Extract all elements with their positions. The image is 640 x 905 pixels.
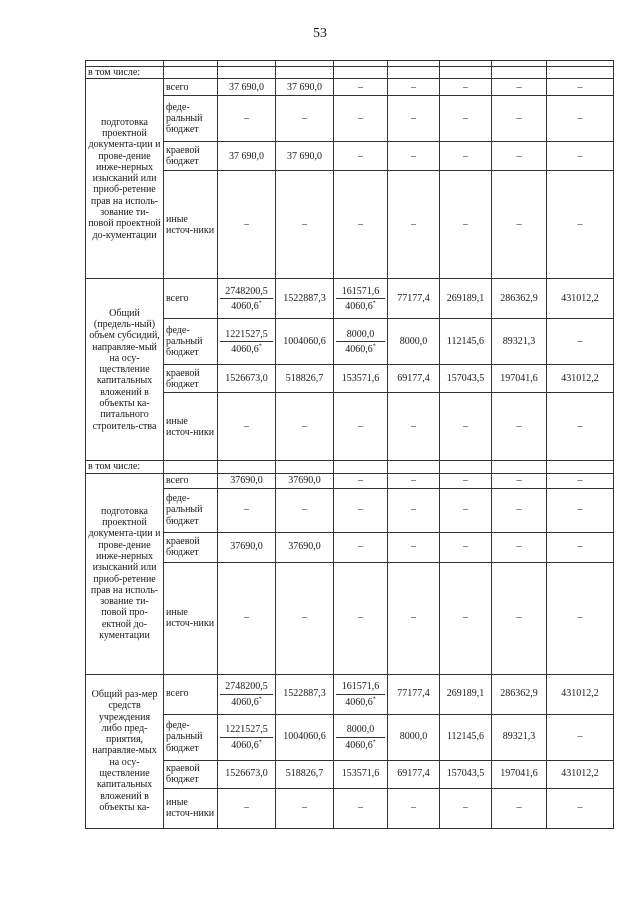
page-number: 53 — [313, 26, 327, 41]
table-row: краевой бюджет 37690,0 37690,0 – – – – – — [86, 532, 614, 562]
table-row: Общий раз-мер средств учреждения либо пред-приятия, направляе-мых на осу-ществление капитальных вложений в объекты ка- всего 2748200,5 4060,6* 1522887,3 161571,6 4060,6* 77177,4 269189,1 286362,9 431012,2 — [86, 674, 614, 714]
source-label: феде-ральный бюджет — [164, 96, 218, 142]
row-label: подготовка проектной документа-ции и прове-дение инже-нерных изысканий или приоб-ретение прав на исполь-зование ти-повой проектной до-кументации — [86, 79, 164, 279]
table-row: феде-ральный бюджет 1221527,5 4060,6* 1004060,6 8000,0 4060,6* 8000,0 112145,6 89321,3 – — [86, 319, 614, 365]
row-label: в том числе: — [86, 461, 164, 473]
source-label: краевой бюджет — [164, 142, 218, 171]
source-label: краевой бюджет — [164, 760, 218, 788]
table-row: подготовка проектной документа-ции и прове-дение инже-нерных изысканий или приоб-ретение прав на исполь-зование ти-повой про-ектной до-кументации всего 37690,0 37690,0 – – – – – — [86, 473, 614, 488]
source-label: иные источ-ники — [164, 562, 218, 674]
table-row — [86, 67, 614, 79]
table-row: феде-ральный бюджет 1221527,5 4060,6* 1004060,6 8000,0 4060,6* 8000,0 112145,6 89321,3 – — [86, 714, 614, 760]
table-row: феде-ральный бюджет – – – – – – – — [86, 96, 614, 142]
cell-value: 37 690,0 — [276, 79, 334, 96]
row-label: в том числе: — [86, 67, 164, 79]
table-row: краевой бюджет 37 690,0 37 690,0 – – – – – — [86, 142, 614, 171]
table-row: Общий (предель-ный) объем субсидий, направляе-мый на осу-ществление капитальных вложений в объекты ка-питального строитель-ства всего 2748200,5 4060,6* 1522887,3 161571,6 4060,6* 77177,4 269189,1 286362,9 431012,2 — [86, 279, 614, 319]
source-label: иные источ-ники — [164, 393, 218, 461]
source-label: всего — [164, 674, 218, 714]
source-label: феде-ральный бюджет — [164, 319, 218, 365]
table-row: иные источ-ники – – – – – – – — [86, 788, 614, 828]
table-row: краевой бюджет 1526673,0 518826,7 153571,6 69177,4 157043,5 197041,6 431012,2 — [86, 365, 614, 393]
table-row: феде-ральный бюджет – – – – – – – — [86, 488, 614, 532]
source-label: краевой бюджет — [164, 532, 218, 562]
cell-value: 37 690,0 — [276, 142, 334, 171]
source-label: иные источ-ники — [164, 788, 218, 828]
source-label: феде-ральный бюджет — [164, 714, 218, 760]
budget-table — [85, 60, 614, 829]
cell-value: 37 690,0 — [218, 79, 276, 96]
row-label: подготовка проектной документа-ции и прове-дение инже-нерных изысканий или приоб-ретение прав на исполь-зование ти-повой про-ектной до-кументации — [86, 473, 164, 674]
table-row: краевой бюджет 1526673,0 518826,7 153571,6 69177,4 157043,5 197041,6 431012,2 — [86, 760, 614, 788]
cell-value: 37 690,0 — [218, 142, 276, 171]
table-row — [86, 461, 614, 473]
row-label: Общий (предель-ный) объем субсидий, направляе-мый на осу-ществление капитальных вложений в объекты ка-питального строитель-ства — [86, 279, 164, 461]
table-row: иные источ-ники – – – – – – – — [86, 562, 614, 674]
table-row: иные источ-ники – – – – – – – — [86, 393, 614, 461]
table-row: подготовка проектной документа-ции и прове-дение инже-нерных изысканий или приоб-ретение прав на исполь-зование ти-повой проектной до-кументации всего 37 690,0 37 690,0 – – – – – — [86, 79, 614, 96]
source-label: краевой бюджет — [164, 365, 218, 393]
source-label: иные источ-ники — [164, 171, 218, 279]
table-row: иные источ-ники – – – – – – – — [86, 171, 614, 279]
row-label: Общий раз-мер средств учреждения либо пред-приятия, направляе-мых на осу-ществление капитальных вложений в объекты ка- — [86, 674, 164, 828]
source-label: всего — [164, 473, 218, 488]
source-label: всего — [164, 279, 218, 319]
source-label: феде-ральный бюджет — [164, 488, 218, 532]
source-label: всего — [164, 79, 218, 96]
